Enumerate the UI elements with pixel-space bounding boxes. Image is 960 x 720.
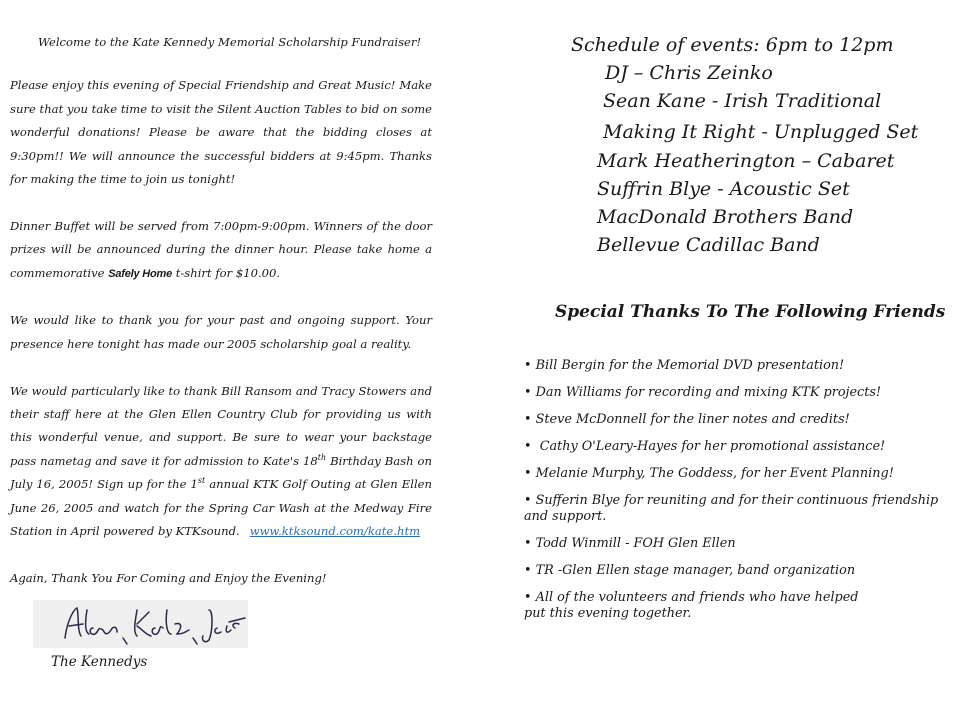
thanks-item: • Dan Williams for recording and mixing KTK projects! bbox=[524, 385, 944, 401]
dinner-paragraph bbox=[10, 215, 432, 286]
venue-text-b: Birthday Bash on July 16, 2005! Sign up for the 1 bbox=[10, 453, 432, 492]
schedule-item: Making It Right - Unplugged Set bbox=[603, 121, 919, 143]
ordinal-suffix: st bbox=[197, 476, 206, 486]
special-thanks-list bbox=[524, 358, 944, 633]
thanks-item: • Todd Winmill - FOH Glen Ellen bbox=[524, 536, 944, 552]
signature-name: The Kennedys bbox=[51, 654, 148, 670]
venue-paragraph bbox=[10, 380, 432, 544]
ordinal-suffix: th bbox=[317, 453, 327, 462]
schedule-item: Sean Kane - Irish Traditional bbox=[603, 90, 882, 112]
welcome-heading: Welcome to the Kate Kennedy Memorial Scholarship Fundraiser! bbox=[38, 35, 422, 49]
closing-paragraph: Again, Thank You For Coming and Enjoy the Evening! bbox=[10, 570, 327, 585]
thanks-item: • Cathy O'Leary-Hayes for her promotional assistance! bbox=[524, 439, 944, 455]
thanks-item: • TR -Glen Ellen stage manager, band organization bbox=[524, 563, 944, 579]
dinner-text-end: t-shirt for $10.00. bbox=[172, 265, 281, 280]
safely-home-brand: Safely Home bbox=[108, 267, 173, 280]
thanks-item: • Melanie Murphy, The Goddess, for her Event Planning! bbox=[524, 466, 944, 482]
support-paragraph: We would like to thank you for your past and ongoing support. Your presence here tonight has made our 2005 scholarship goal a reality. bbox=[10, 313, 432, 351]
signature-image bbox=[33, 600, 248, 648]
schedule-item: Mark Heatherington – Cabaret bbox=[597, 150, 895, 172]
schedule-item: MacDonald Brothers Band bbox=[597, 206, 854, 228]
thanks-item: • Bill Bergin for the Memorial DVD presentation! bbox=[524, 358, 944, 374]
dinner-text: Dinner Buffet will be served from 7:00pm-9:00pm. Winners of the door prizes will be announced during the dinner hour. Please take home a commemorative bbox=[10, 218, 432, 280]
intro-paragraph: Please enjoy this evening of Special Friendship and Great Music! Make sure that you take time to visit the Silent Auction Tables to bid on some wonderful donations! Please be aware that the bidding closes at 9:30pm!! We will announce the successful bidders at 9:45pm. Thanks for making the time to join us tonight! bbox=[10, 78, 432, 187]
handwritten-signature bbox=[33, 600, 248, 648]
thanks-item: • All of the volunteers and friends who have helped put this evening together. bbox=[524, 590, 869, 622]
welcome-letter bbox=[10, 31, 432, 614]
special-thanks-heading: Special Thanks To The Following Friends bbox=[555, 302, 946, 322]
venue-text-a: We would particularly like to thank Bill Ransom and Tracy Stowers and their staff here at the Glen Ellen Country Club for providing us with this wonderful venue, and support. Be sure to wear your backstage pass nametag and save it for admission to Kate's 18 bbox=[10, 383, 432, 468]
thanks-item: • Steve McDonnell for the liner notes and credits! bbox=[524, 412, 944, 428]
venue-text-c: annual KTK Golf Outing at Glen Ellen June 26, 2005 and watch for the Spring Car Wash at the Medway Fire Station in April powered by KTKsound. bbox=[10, 477, 432, 539]
schedule-heading: Schedule of events: 6pm to 12pm bbox=[571, 34, 894, 56]
schedule-item: DJ – Chris Zeinko bbox=[605, 62, 773, 84]
schedule-item: Suffrin Blye - Acoustic Set bbox=[597, 178, 850, 200]
thanks-item: • Sufferin Blye for reuniting and for their continuous friendship and support. bbox=[524, 493, 944, 525]
ktksound-link[interactable]: www.ktksound.com/kate.htm bbox=[249, 524, 421, 539]
schedule-item: Bellevue Cadillac Band bbox=[597, 234, 820, 256]
